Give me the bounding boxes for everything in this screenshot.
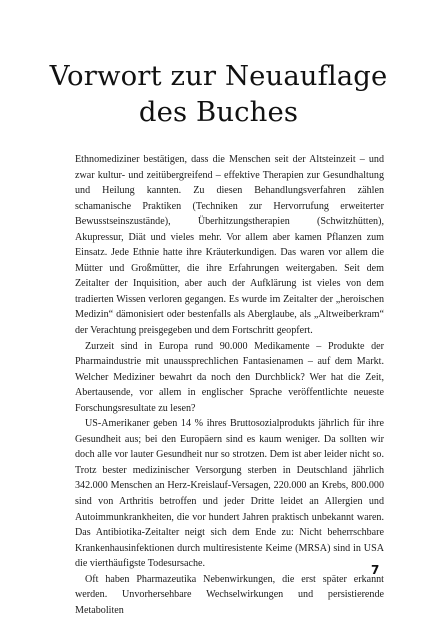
paragraph-2: Zurzeit sind in Europa rund 90.000 Medikamente – Produkte der Pharmaindustrie mit unaussprechlichen Fantasienamen – auf dem Markt. Welcher Mediziner bewahrt da noch den Durchblick? Wer hat die Zeit, Abertausende, vor allem in englischer Sprache veröffentlichte neueste Forschungsresultate zu lesen? xyxy=(75,340,384,414)
page-title-line-2: des Buches xyxy=(138,96,299,128)
paragraph-3: US-Amerikaner geben 14 % ihres Bruttosozialprodukts jährlich für ihre Gesundheit aus; bei den Europäern sind es kaum weniger. Da sollten wir doch alle vor lauter Gesundheit nur so strotzen. Dem ist aber leider nicht so. Trotz bester medizinischer Versorgung sterben in Deutschland jährlich 342.000 Menschen an Herz-Kreislauf-Versagen, 220.000 an Krebs, 800.000 sind von Arthritis betroffen und jeder Dritte leidet an Allergien und Autoimmunkrankheiten, die vor hundert Jahren praktisch unbekannt waren. Das Antibiotika-Zeitalter neigt sich dem Ende zu: Nicht beherrschbare Krankenhausinfektionen durch multiresistente Keime (MRSA) sind in USA die vierthäufigste Todesursache. xyxy=(75,418,384,570)
page-title xyxy=(0,58,437,130)
body-text xyxy=(75,152,384,618)
page-number: 7 xyxy=(371,563,380,577)
paragraph-1: Ethnomediziner bestätigen, dass die Menschen seit der Altsteinzeit – und zwar kultur- und zeitübergreifend – effektive Therapien zur Gesundhaltung und Heilung kannten. Zu diesen Behandlungsverfahren zählen schamanische Praktiken (Techniken zur Hervorrufung erweiterter Bewusstseinszustände), Überhitzungstherapien (Schwitzhütten), Akupressur, Diät und vieles mehr. Vor allem aber kamen Pflanzen zum Einsatz. Jede Ethnie hatte ihre Kräuterkundigen. Das waren vor allem die Mütter und Großmütter, die ihre Erfahrungen weitergaben. Seit dem Zeitalter der Inquisition, aber auch der Aufklärung ist vieles von dem tradierten Wissen verloren gegangen. Es wurde im Zeitalter der „heroischen Medizin“ dämonisiert oder bestenfalls als Aberglaube, als „Altweiberkram“ der Verachtung preisgegeben und dem Fortschritt geopfert. xyxy=(75,154,384,337)
page-title-line-1: Vorwort zur Neuauflage xyxy=(49,60,388,92)
paragraph-4: Oft haben Pharmazeutika Nebenwirkungen, die erst später erkannt werden. Unvorhersehbare Wechselwirkungen und persistierende Metaboliten xyxy=(75,573,384,616)
